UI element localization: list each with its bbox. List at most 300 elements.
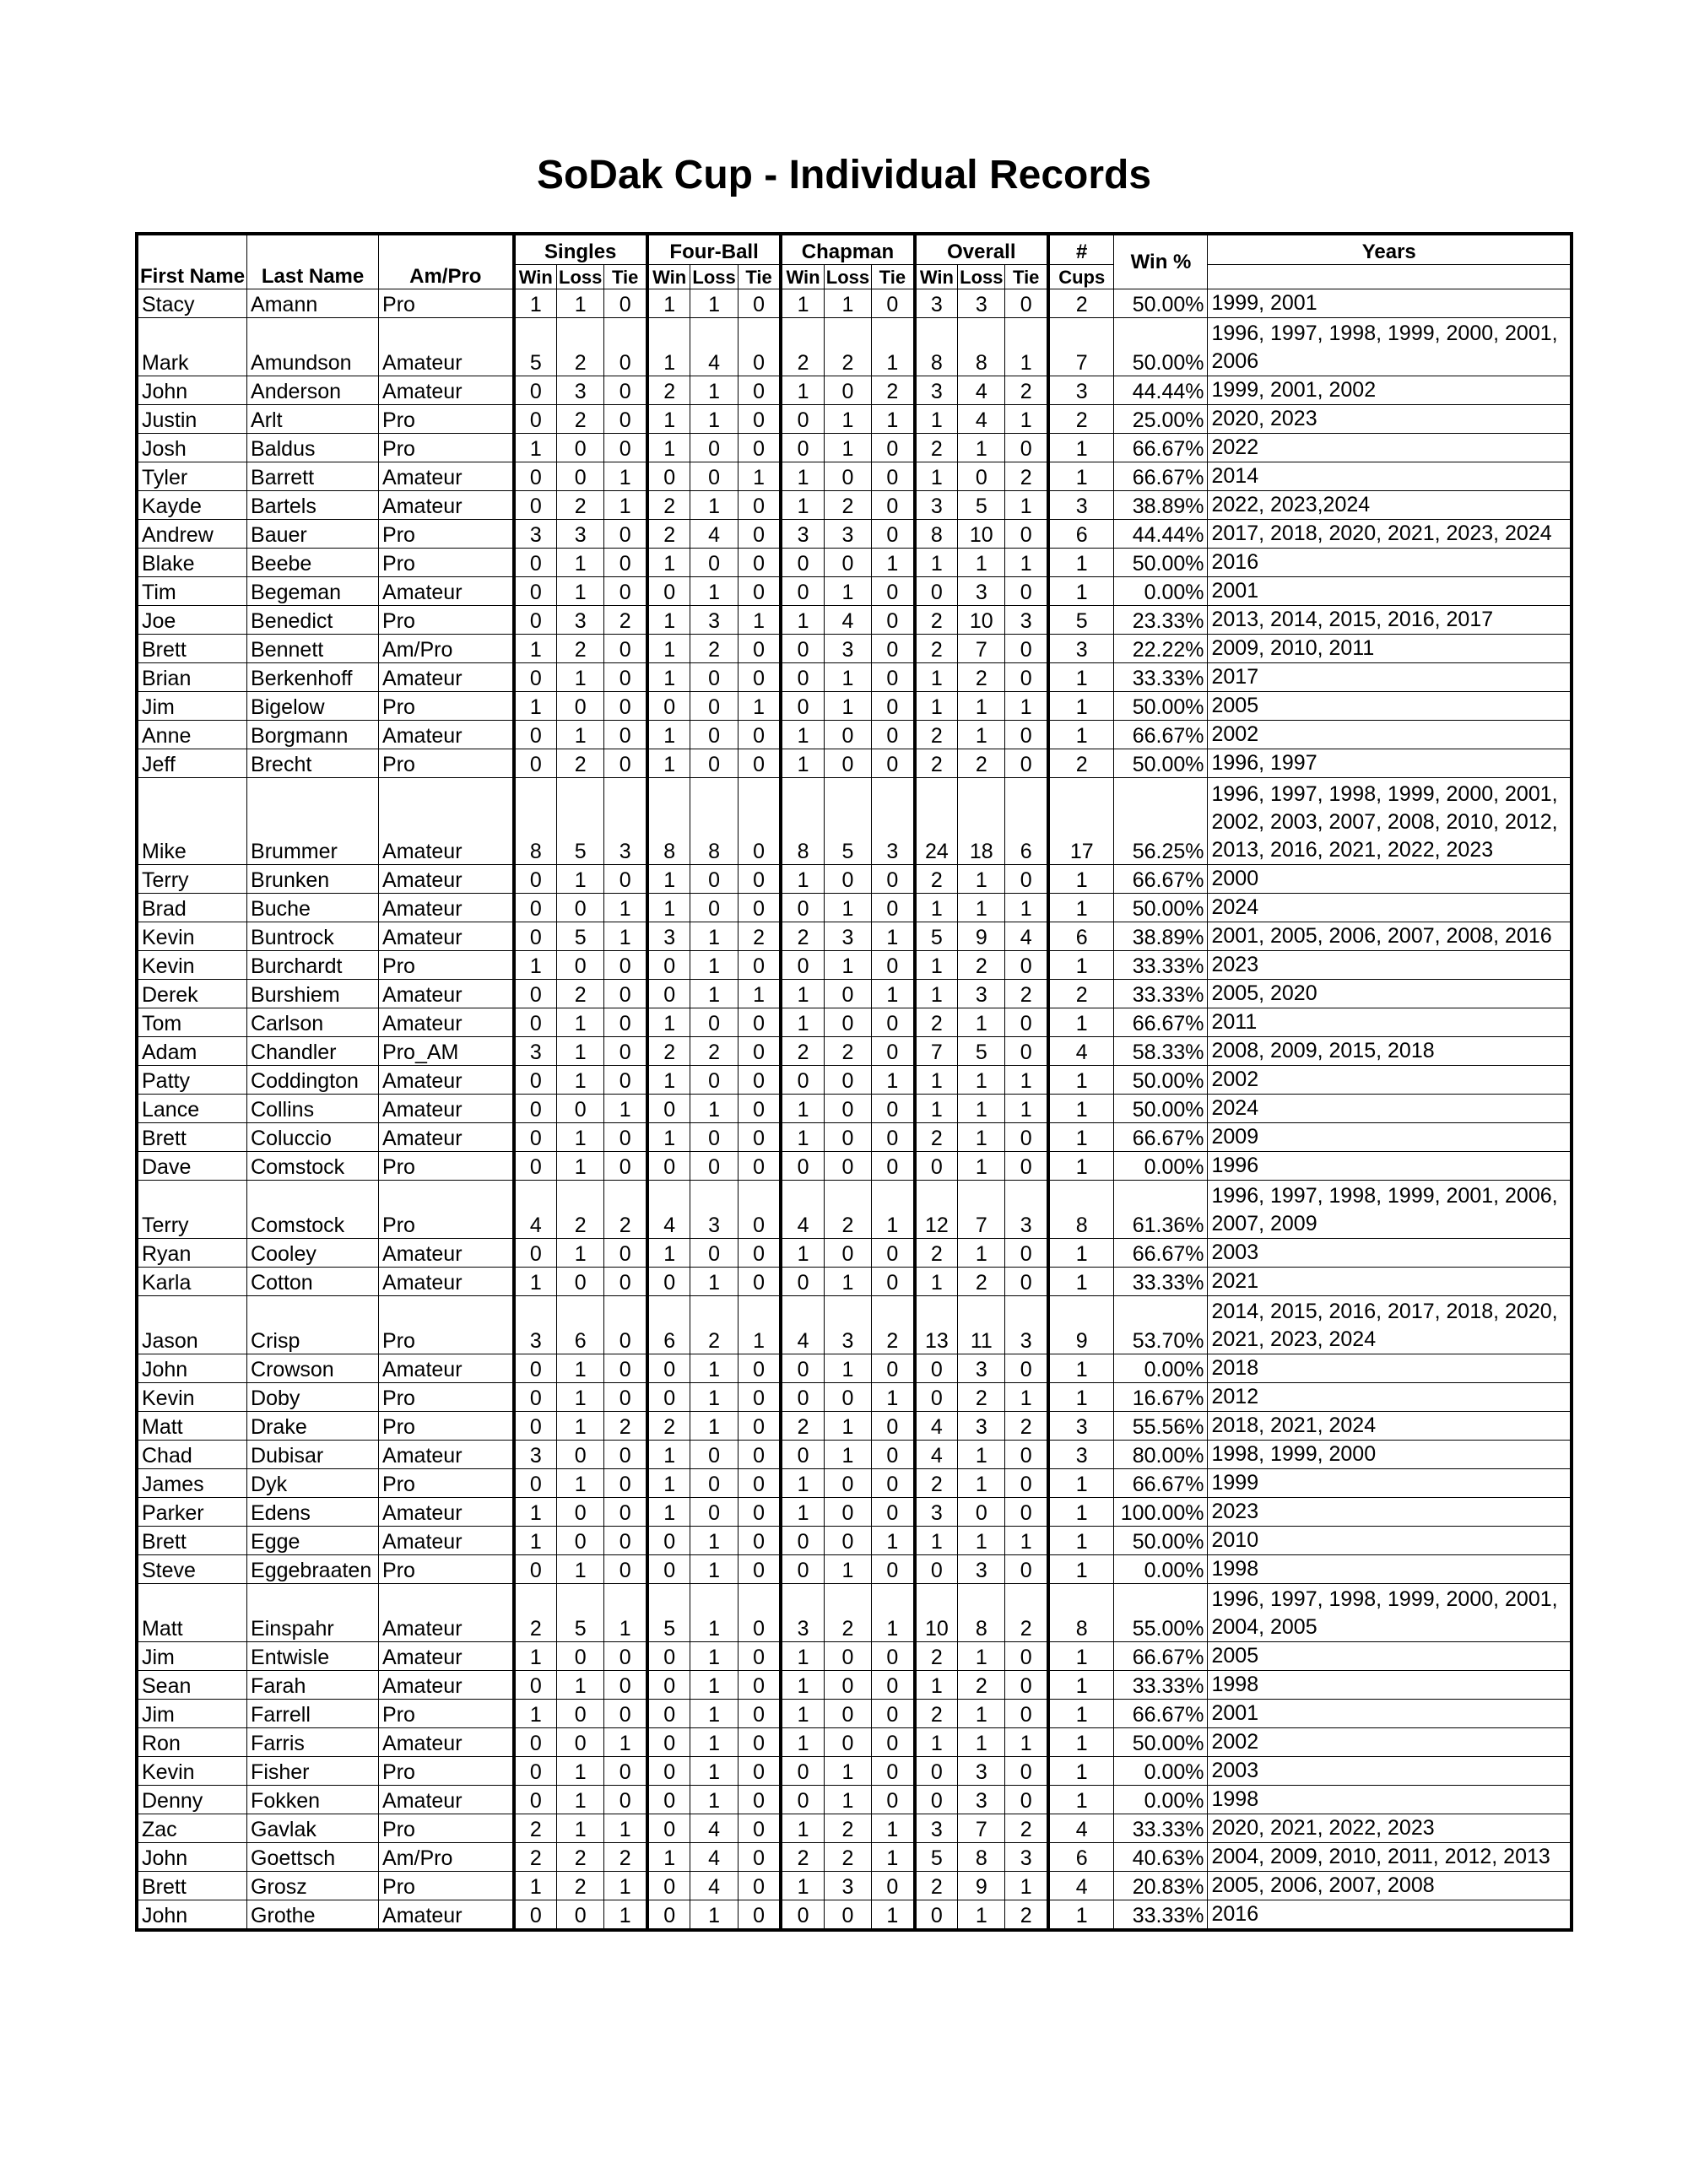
singles-win-cell: 0 <box>514 606 557 635</box>
fourball-win-cell: 1 <box>647 749 690 778</box>
table-row <box>137 462 1572 491</box>
years-cell: 1999, 2001 <box>1208 289 1572 318</box>
cups-cell: 17 <box>1048 778 1114 865</box>
chapman-tie-cell: 0 <box>872 1239 915 1268</box>
overall-tie-cell: 0 <box>1005 434 1048 462</box>
am-pro-cell: Pro <box>379 520 514 549</box>
singles-win-cell: 0 <box>514 1095 557 1123</box>
first-name-cell: Kevin <box>137 1757 247 1786</box>
am-pro-cell: Am/Pro <box>379 635 514 663</box>
overall-loss-cell: 1 <box>958 894 1005 922</box>
cups-cell: 6 <box>1048 520 1114 549</box>
first-name-cell: Matt <box>137 1584 247 1642</box>
singles-loss-cell: 0 <box>557 894 604 922</box>
fourball-win-cell: 8 <box>647 778 690 865</box>
overall-loss-cell: 10 <box>958 520 1005 549</box>
singles-loss-cell: 0 <box>557 1900 604 1931</box>
fourball-loss-cell: 1 <box>690 1900 738 1931</box>
singles-win-cell: 2 <box>514 1584 557 1642</box>
sub-header-fourball-loss: Loss <box>690 265 738 289</box>
cups-cell: 1 <box>1048 1642 1114 1671</box>
win-pct-cell: 38.89% <box>1114 491 1208 520</box>
first-name-cell: Karla <box>137 1268 247 1296</box>
overall-win-cell: 1 <box>915 1268 958 1296</box>
win-pct-cell: 50.00% <box>1114 692 1208 721</box>
fourball-win-cell: 0 <box>647 1671 690 1700</box>
table-row <box>137 1037 1572 1066</box>
win-pct-cell: 20.83% <box>1114 1872 1208 1900</box>
col-header-first-name: First Name <box>137 234 247 289</box>
table-row <box>137 980 1572 1008</box>
overall-loss-cell: 2 <box>958 749 1005 778</box>
chapman-win-cell: 1 <box>781 1123 824 1152</box>
overall-loss-cell: 1 <box>958 1095 1005 1123</box>
last-name-cell: Collins <box>247 1095 379 1123</box>
singles-loss-cell: 0 <box>557 1527 604 1555</box>
overall-loss-cell: 2 <box>958 1671 1005 1700</box>
first-name-cell: Kevin <box>137 951 247 980</box>
am-pro-cell: Amateur <box>379 1498 514 1527</box>
singles-tie-cell: 0 <box>604 376 647 405</box>
fourball-loss-cell: 2 <box>690 635 738 663</box>
am-pro-cell: Pro <box>379 606 514 635</box>
singles-win-cell: 0 <box>514 1728 557 1757</box>
chapman-win-cell: 0 <box>781 1268 824 1296</box>
win-pct-cell: 55.00% <box>1114 1584 1208 1642</box>
chapman-loss-cell: 0 <box>824 1008 871 1037</box>
am-pro-cell: Amateur <box>379 894 514 922</box>
singles-tie-cell: 0 <box>604 1296 647 1354</box>
singles-loss-cell: 0 <box>557 1268 604 1296</box>
singles-tie-cell: 0 <box>604 1037 647 1066</box>
years-cell: 2002 <box>1208 721 1572 749</box>
years-cell: 2009, 2010, 2011 <box>1208 635 1572 663</box>
singles-tie-cell: 0 <box>604 1268 647 1296</box>
am-pro-cell: Amateur <box>379 865 514 894</box>
chapman-tie-cell: 0 <box>872 1008 915 1037</box>
chapman-tie-cell: 0 <box>872 1642 915 1671</box>
singles-loss-cell: 3 <box>557 376 604 405</box>
singles-tie-cell: 2 <box>604 1412 647 1441</box>
cups-cell: 1 <box>1048 1900 1114 1931</box>
chapman-loss-cell: 0 <box>824 749 871 778</box>
table-row <box>137 1498 1572 1527</box>
chapman-loss-cell: 0 <box>824 1900 871 1931</box>
fourball-loss-cell: 1 <box>690 491 738 520</box>
fourball-win-cell: 0 <box>647 980 690 1008</box>
fourball-tie-cell: 0 <box>738 1900 781 1931</box>
years-cell: 2016 <box>1208 1900 1572 1931</box>
chapman-loss-cell: 0 <box>824 721 871 749</box>
singles-win-cell: 0 <box>514 491 557 520</box>
last-name-cell: Barrett <box>247 462 379 491</box>
chapman-win-cell: 1 <box>781 289 824 318</box>
am-pro-cell: Amateur <box>379 1268 514 1296</box>
chapman-tie-cell: 0 <box>872 894 915 922</box>
fourball-tie-cell: 0 <box>738 1498 781 1527</box>
overall-win-cell: 2 <box>915 1239 958 1268</box>
am-pro-cell: Pro <box>379 1757 514 1786</box>
chapman-tie-cell: 1 <box>872 1584 915 1642</box>
am-pro-cell: Amateur <box>379 1584 514 1642</box>
cups-cell: 4 <box>1048 1037 1114 1066</box>
win-pct-cell: 50.00% <box>1114 894 1208 922</box>
table-row <box>137 1008 1572 1037</box>
fourball-loss-cell: 1 <box>690 922 738 951</box>
chapman-tie-cell: 0 <box>872 1037 915 1066</box>
fourball-tie-cell: 0 <box>738 1700 781 1728</box>
table-row <box>137 1469 1572 1498</box>
table-row <box>137 1123 1572 1152</box>
chapman-win-cell: 1 <box>781 1239 824 1268</box>
overall-win-cell: 1 <box>915 1728 958 1757</box>
fourball-loss-cell: 0 <box>690 549 738 577</box>
first-name-cell: Mark <box>137 318 247 376</box>
last-name-cell: Farris <box>247 1728 379 1757</box>
overall-tie-cell: 0 <box>1005 1152 1048 1181</box>
fourball-loss-cell: 1 <box>690 980 738 1008</box>
overall-tie-cell: 1 <box>1005 549 1048 577</box>
fourball-tie-cell: 1 <box>738 1296 781 1354</box>
overall-win-cell: 3 <box>915 491 958 520</box>
last-name-cell: Borgmann <box>247 721 379 749</box>
singles-tie-cell: 0 <box>604 951 647 980</box>
years-cell: 2022, 2023,2024 <box>1208 491 1572 520</box>
fourball-loss-cell: 1 <box>690 1527 738 1555</box>
years-cell: 2005 <box>1208 1642 1572 1671</box>
last-name-cell: Farah <box>247 1671 379 1700</box>
chapman-win-cell: 3 <box>781 520 824 549</box>
overall-win-cell: 24 <box>915 778 958 865</box>
overall-win-cell: 1 <box>915 405 958 434</box>
fourball-loss-cell: 1 <box>690 1728 738 1757</box>
fourball-tie-cell: 0 <box>738 1642 781 1671</box>
win-pct-cell: 22.22% <box>1114 635 1208 663</box>
years-cell: 1996, 1997, 1998, 1999, 2000, 2001, 2004, 2005 <box>1208 1584 1572 1642</box>
overall-win-cell: 0 <box>915 1383 958 1412</box>
chapman-win-cell: 2 <box>781 1843 824 1872</box>
singles-loss-cell: 0 <box>557 434 604 462</box>
singles-loss-cell: 2 <box>557 635 604 663</box>
overall-loss-cell: 9 <box>958 922 1005 951</box>
overall-win-cell: 0 <box>915 1757 958 1786</box>
singles-loss-cell: 1 <box>557 1066 604 1095</box>
fourball-loss-cell: 0 <box>690 1123 738 1152</box>
chapman-loss-cell: 0 <box>824 865 871 894</box>
am-pro-cell: Am/Pro <box>379 1843 514 1872</box>
cups-cell: 3 <box>1048 491 1114 520</box>
am-pro-cell: Amateur <box>379 1728 514 1757</box>
fourball-loss-cell: 0 <box>690 1066 738 1095</box>
last-name-cell: Fokken <box>247 1786 379 1814</box>
years-cell: 1996 <box>1208 1152 1572 1181</box>
singles-win-cell: 0 <box>514 1412 557 1441</box>
table-row <box>137 1642 1572 1671</box>
fourball-tie-cell: 0 <box>738 663 781 692</box>
singles-loss-cell: 0 <box>557 1642 604 1671</box>
first-name-cell: Adam <box>137 1037 247 1066</box>
overall-loss-cell: 10 <box>958 606 1005 635</box>
win-pct-cell: 61.36% <box>1114 1181 1208 1239</box>
table-row <box>137 577 1572 606</box>
col-header-last-name: Last Name <box>247 234 379 289</box>
cups-cell: 4 <box>1048 1872 1114 1900</box>
fourball-tie-cell: 0 <box>738 1383 781 1412</box>
singles-win-cell: 5 <box>514 318 557 376</box>
singles-loss-cell: 1 <box>557 1152 604 1181</box>
cups-cell: 1 <box>1048 865 1114 894</box>
overall-tie-cell: 1 <box>1005 1872 1048 1900</box>
overall-tie-cell: 2 <box>1005 376 1048 405</box>
singles-loss-cell: 1 <box>557 1383 604 1412</box>
win-pct-cell: 55.56% <box>1114 1412 1208 1441</box>
singles-win-cell: 1 <box>514 1700 557 1728</box>
chapman-loss-cell: 0 <box>824 462 871 491</box>
first-name-cell: Matt <box>137 1412 247 1441</box>
last-name-cell: Fisher <box>247 1757 379 1786</box>
overall-win-cell: 3 <box>915 289 958 318</box>
fourball-win-cell: 1 <box>647 865 690 894</box>
table-row <box>137 1843 1572 1872</box>
table-row <box>137 491 1572 520</box>
overall-win-cell: 0 <box>915 577 958 606</box>
last-name-cell: Eggebraaten <box>247 1555 379 1584</box>
chapman-tie-cell: 0 <box>872 577 915 606</box>
overall-win-cell: 2 <box>915 606 958 635</box>
chapman-loss-cell: 0 <box>824 1152 871 1181</box>
singles-win-cell: 2 <box>514 1814 557 1843</box>
singles-loss-cell: 2 <box>557 980 604 1008</box>
chapman-loss-cell: 1 <box>824 894 871 922</box>
am-pro-cell: Amateur <box>379 1066 514 1095</box>
overall-tie-cell: 3 <box>1005 1296 1048 1354</box>
win-pct-cell: 56.25% <box>1114 778 1208 865</box>
chapman-win-cell: 1 <box>781 606 824 635</box>
fourball-win-cell: 1 <box>647 1498 690 1527</box>
win-pct-cell: 50.00% <box>1114 749 1208 778</box>
overall-loss-cell: 1 <box>958 1527 1005 1555</box>
cups-cell: 1 <box>1048 1555 1114 1584</box>
am-pro-cell: Amateur <box>379 1239 514 1268</box>
chapman-tie-cell: 0 <box>872 1123 915 1152</box>
overall-loss-cell: 1 <box>958 1066 1005 1095</box>
overall-tie-cell: 0 <box>1005 289 1048 318</box>
chapman-win-cell: 2 <box>781 922 824 951</box>
overall-tie-cell: 0 <box>1005 1469 1048 1498</box>
chapman-win-cell: 4 <box>781 1181 824 1239</box>
chapman-tie-cell: 1 <box>872 922 915 951</box>
chapman-tie-cell: 0 <box>872 951 915 980</box>
years-cell: 2011 <box>1208 1008 1572 1037</box>
singles-win-cell: 0 <box>514 894 557 922</box>
years-cell: 2012 <box>1208 1383 1572 1412</box>
win-pct-cell: 16.67% <box>1114 1383 1208 1412</box>
singles-tie-cell: 0 <box>604 1555 647 1584</box>
chapman-loss-cell: 0 <box>824 1066 871 1095</box>
chapman-win-cell: 1 <box>781 1872 824 1900</box>
overall-loss-cell: 5 <box>958 1037 1005 1066</box>
years-cell: 2000 <box>1208 865 1572 894</box>
first-name-cell: Patty <box>137 1066 247 1095</box>
overall-loss-cell: 1 <box>958 1469 1005 1498</box>
chapman-loss-cell: 2 <box>824 491 871 520</box>
cups-cell: 1 <box>1048 1383 1114 1412</box>
cups-cell: 1 <box>1048 1527 1114 1555</box>
cups-cell: 1 <box>1048 1152 1114 1181</box>
overall-loss-cell: 1 <box>958 692 1005 721</box>
win-pct-cell: 38.89% <box>1114 922 1208 951</box>
overall-tie-cell: 2 <box>1005 980 1048 1008</box>
table-row <box>137 434 1572 462</box>
win-pct-cell: 33.33% <box>1114 980 1208 1008</box>
last-name-cell: Brummer <box>247 778 379 865</box>
singles-win-cell: 0 <box>514 1239 557 1268</box>
singles-loss-cell: 1 <box>557 577 604 606</box>
singles-win-cell: 0 <box>514 1354 557 1383</box>
singles-win-cell: 4 <box>514 1181 557 1239</box>
years-cell: 2021 <box>1208 1268 1572 1296</box>
overall-tie-cell: 1 <box>1005 1066 1048 1095</box>
fourball-tie-cell: 0 <box>738 1441 781 1469</box>
years-cell: 1996, 1997, 1998, 1999, 2000, 2001, 2006 <box>1208 318 1572 376</box>
singles-win-cell: 0 <box>514 1757 557 1786</box>
table-row <box>137 635 1572 663</box>
overall-tie-cell: 0 <box>1005 1700 1048 1728</box>
fourball-loss-cell: 4 <box>690 1843 738 1872</box>
singles-tie-cell: 0 <box>604 1354 647 1383</box>
sub-header-chapman-tie: Tie <box>872 265 915 289</box>
fourball-win-cell: 1 <box>647 663 690 692</box>
overall-tie-cell: 0 <box>1005 663 1048 692</box>
overall-win-cell: 5 <box>915 1843 958 1872</box>
win-pct-cell: 33.33% <box>1114 951 1208 980</box>
col-header-cups: Cups <box>1048 265 1114 289</box>
fourball-win-cell: 0 <box>647 1095 690 1123</box>
win-pct-cell: 0.00% <box>1114 577 1208 606</box>
chapman-loss-cell: 1 <box>824 1786 871 1814</box>
first-name-cell: Derek <box>137 980 247 1008</box>
singles-win-cell: 0 <box>514 405 557 434</box>
win-pct-cell: 0.00% <box>1114 1152 1208 1181</box>
chapman-loss-cell: 0 <box>824 1383 871 1412</box>
table-row <box>137 1671 1572 1700</box>
overall-win-cell: 8 <box>915 520 958 549</box>
overall-loss-cell: 11 <box>958 1296 1005 1354</box>
first-name-cell: Kayde <box>137 491 247 520</box>
last-name-cell: Coluccio <box>247 1123 379 1152</box>
cups-cell: 1 <box>1048 434 1114 462</box>
win-pct-cell: 50.00% <box>1114 1527 1208 1555</box>
fourball-loss-cell: 1 <box>690 577 738 606</box>
table-row <box>137 318 1572 376</box>
first-name-cell: Stacy <box>137 289 247 318</box>
fourball-tie-cell: 0 <box>738 1584 781 1642</box>
fourball-loss-cell: 1 <box>690 1757 738 1786</box>
chapman-tie-cell: 0 <box>872 1786 915 1814</box>
overall-loss-cell: 5 <box>958 491 1005 520</box>
chapman-win-cell: 2 <box>781 318 824 376</box>
singles-tie-cell: 0 <box>604 721 647 749</box>
first-name-cell: Brett <box>137 1123 247 1152</box>
singles-tie-cell: 0 <box>604 1152 647 1181</box>
overall-tie-cell: 2 <box>1005 1900 1048 1931</box>
chapman-win-cell: 1 <box>781 1469 824 1498</box>
overall-win-cell: 5 <box>915 922 958 951</box>
singles-win-cell: 8 <box>514 778 557 865</box>
fourball-win-cell: 0 <box>647 692 690 721</box>
win-pct-cell: 66.67% <box>1114 462 1208 491</box>
chapman-win-cell: 0 <box>781 1527 824 1555</box>
first-name-cell: Lance <box>137 1095 247 1123</box>
fourball-loss-cell: 1 <box>690 1555 738 1584</box>
chapman-loss-cell: 0 <box>824 1642 871 1671</box>
last-name-cell: Anderson <box>247 376 379 405</box>
last-name-cell: Baldus <box>247 434 379 462</box>
chapman-tie-cell: 1 <box>872 549 915 577</box>
years-cell: 1996, 1997, 1998, 1999, 2001, 2006, 2007, 2009 <box>1208 1181 1572 1239</box>
fourball-tie-cell: 0 <box>738 1268 781 1296</box>
am-pro-cell: Pro <box>379 549 514 577</box>
first-name-cell: John <box>137 1354 247 1383</box>
fourball-tie-cell: 1 <box>738 462 781 491</box>
singles-win-cell: 0 <box>514 721 557 749</box>
win-pct-cell: 66.67% <box>1114 1008 1208 1037</box>
singles-loss-cell: 0 <box>557 692 604 721</box>
win-pct-cell: 58.33% <box>1114 1037 1208 1066</box>
table-row <box>137 1527 1572 1555</box>
first-name-cell: Tom <box>137 1008 247 1037</box>
table-row <box>137 1728 1572 1757</box>
years-cell: 2003 <box>1208 1757 1572 1786</box>
overall-win-cell: 1 <box>915 951 958 980</box>
singles-tie-cell: 0 <box>604 1757 647 1786</box>
fourball-win-cell: 2 <box>647 520 690 549</box>
fourball-loss-cell: 0 <box>690 1441 738 1469</box>
records-body <box>137 289 1572 1931</box>
fourball-win-cell: 0 <box>647 577 690 606</box>
table-row <box>137 951 1572 980</box>
overall-loss-cell: 0 <box>958 1498 1005 1527</box>
first-name-cell: Terry <box>137 1181 247 1239</box>
table-row <box>137 1555 1572 1584</box>
singles-tie-cell: 0 <box>604 1239 647 1268</box>
win-pct-cell: 66.67% <box>1114 1642 1208 1671</box>
years-cell: 2023 <box>1208 951 1572 980</box>
fourball-tie-cell: 1 <box>738 980 781 1008</box>
chapman-win-cell: 2 <box>781 1412 824 1441</box>
singles-tie-cell: 0 <box>604 1786 647 1814</box>
chapman-tie-cell: 0 <box>872 1555 915 1584</box>
last-name-cell: Carlson <box>247 1008 379 1037</box>
group-header-four-ball: Four-Ball <box>647 234 781 265</box>
last-name-cell: Bauer <box>247 520 379 549</box>
chapman-loss-cell: 1 <box>824 434 871 462</box>
chapman-tie-cell: 0 <box>872 520 915 549</box>
overall-loss-cell: 1 <box>958 1642 1005 1671</box>
fourball-tie-cell: 0 <box>738 1354 781 1383</box>
chapman-tie-cell: 1 <box>872 1181 915 1239</box>
fourball-win-cell: 1 <box>647 549 690 577</box>
first-name-cell: Brett <box>137 1872 247 1900</box>
singles-win-cell: 1 <box>514 692 557 721</box>
first-name-cell: Terry <box>137 865 247 894</box>
am-pro-cell: Amateur <box>379 922 514 951</box>
singles-win-cell: 0 <box>514 1123 557 1152</box>
first-name-cell: Joe <box>137 606 247 635</box>
last-name-cell: Coddington <box>247 1066 379 1095</box>
years-cell: 2020, 2023 <box>1208 405 1572 434</box>
overall-loss-cell: 7 <box>958 1181 1005 1239</box>
